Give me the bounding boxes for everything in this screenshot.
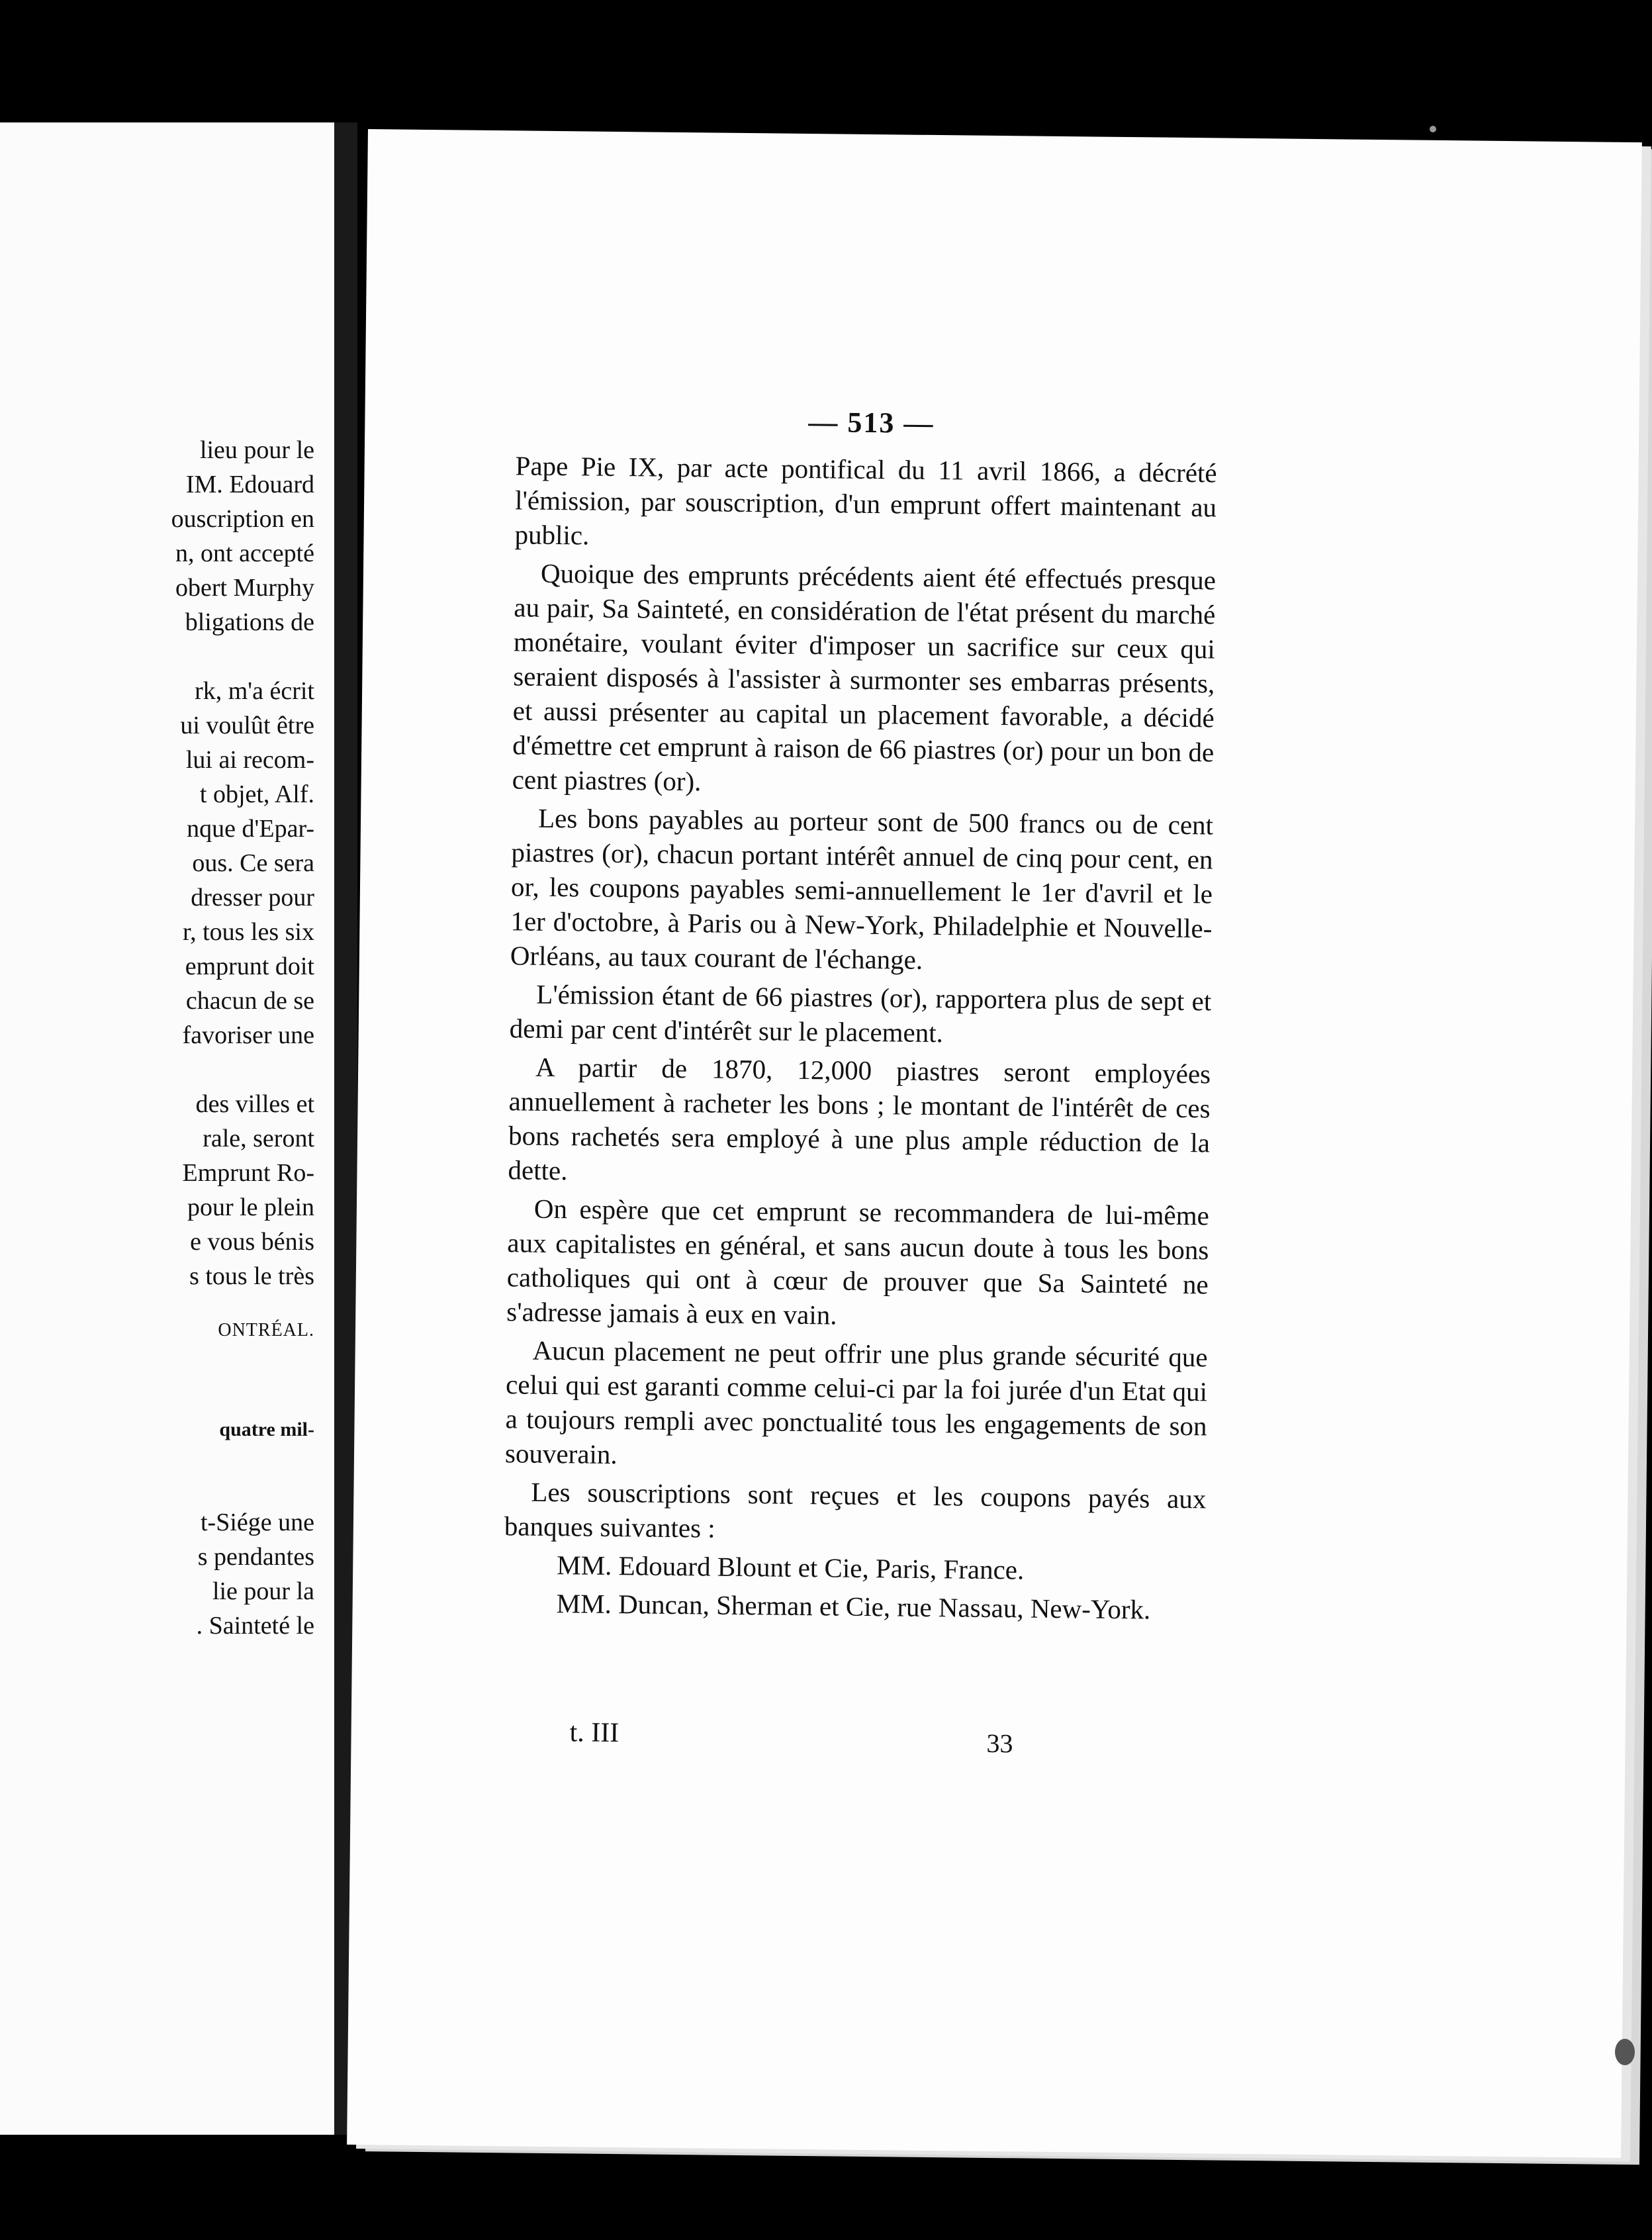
left-page-line: e vous bénis: [190, 1228, 314, 1256]
paragraph: Quoique des emprunts précédents aient été effectués presque au pair, Sa Sainteté, en considération de l'état présent du marché monétaire, voulant éviter d'imposer un sacrifice sur ceux qui seraient disposés à l'assister à surmonter ses embarras présents, et aussi présenter au capital un placement favorable, a décidé d'émettre cet emprunt à raison de 66 piastres (or) pour un bon de cent piastres (or).: [512, 557, 1216, 797]
left-page-line: t-Siége une: [200, 1509, 314, 1536]
left-page-line: s pendantes: [197, 1543, 314, 1571]
paragraph: Aucun placement ne peut offrir une plus grande sécurité que celui qui est garanti comme celui-ci par la foi jurée d'un Etat qui a toujours rempli avec ponctualité tous les engagements de son souverain.: [504, 1334, 1208, 1470]
bank-entry: MM. Edouard Blount et Cie, Paris, France.: [557, 1550, 1025, 1585]
left-page-line: n, ont accepté: [175, 539, 314, 567]
left-page-line: IM. Edouard: [185, 471, 314, 498]
left-page-line: des villes et: [195, 1090, 314, 1118]
left-page-line: . Sainteté le: [196, 1612, 314, 1640]
right-page: [347, 129, 1642, 2158]
left-page-line: t objet, Alf.: [199, 780, 314, 808]
left-page-line: Emprunt Ro-: [182, 1159, 314, 1187]
left-page-line: obert Murphy: [175, 574, 314, 602]
paragraph: Les souscriptions sont reçues et les coupons payés aux banques suivantes :: [504, 1476, 1207, 1544]
paragraph: Les bons payables au porteur sont de 500 francs ou de cent piastres (or), chacun portant intérêt annuel de cinq pour cent, en or, les coupons payables semi-annuellement le 1er d'avril et le 1er d'octobre, à Paris ou à New-York, Philadelphie et Nouvelle-Orléans, au taux courant de l'échange.: [510, 802, 1214, 975]
left-page: [0, 122, 341, 2135]
signature-mark: 33: [986, 1728, 1013, 1759]
paragraph: Pape Pie IX, par acte pontifical du 11 avril 1866, a décrété l'émission, par souscription, d'un emprunt offert maintenant au public.: [514, 450, 1217, 551]
bank-entry: MM. Duncan, Sherman et Cie, rue Nassau, New-York.: [556, 1588, 1151, 1625]
scan-speck: [1615, 2039, 1635, 2065]
volume-label: t. III: [569, 1717, 620, 1749]
scan-speck: [1430, 126, 1436, 132]
left-page-line: lieu pour le: [199, 436, 314, 464]
left-page-line: bligations de: [185, 608, 314, 636]
page-number: — 513 —: [808, 405, 935, 440]
left-page-line: s tous le très: [189, 1262, 314, 1290]
paragraph: On espère que cet emprunt se recommandera de lui-même aux capitalistes en général, et sans aucun doute à tous les bons catholiques qui ont à cœur de prouver que Sa Sainteté ne s'adresse jamais à eux en vain.: [506, 1193, 1210, 1330]
left-page-line: favoriser une: [182, 1021, 314, 1049]
left-page-heading: quatre mil-: [219, 1419, 314, 1440]
left-page-line: lie pour la: [212, 1577, 314, 1605]
left-page-line: lui ai recom-: [185, 746, 314, 774]
left-page-line: ous. Ce sera: [192, 849, 314, 877]
paragraph: L'émission étant de 66 piastres (or), rapportera plus de sept et demi par cent d'intérêt sur le placement.: [509, 978, 1212, 1049]
left-page-line: ouscription en: [171, 505, 314, 533]
left-page-line: dresser pour: [191, 884, 314, 911]
left-page-line: rk, m'a écrit: [195, 677, 314, 705]
left-page-line: rale, seront: [203, 1125, 314, 1152]
left-page-line: chacun de se: [185, 987, 314, 1015]
left-page-line: nque d'Epar-: [187, 815, 314, 843]
body-text: [503, 448, 1217, 1631]
left-page-line: pour le plein: [187, 1193, 314, 1221]
left-page-line: ui voulût être: [180, 712, 314, 739]
paragraph: A partir de 1870, 12,000 piastres seront employées annuellement à racheter les bons ; le montant de l'intérêt de ces bons rachetés sera employé à une plus ample réduction de la dette.: [508, 1051, 1211, 1186]
left-page-line: emprunt doit: [185, 953, 314, 980]
left-page-line: r, tous les six: [182, 918, 314, 946]
left-page-signature: ONTRÉAL.: [218, 1320, 314, 1340]
